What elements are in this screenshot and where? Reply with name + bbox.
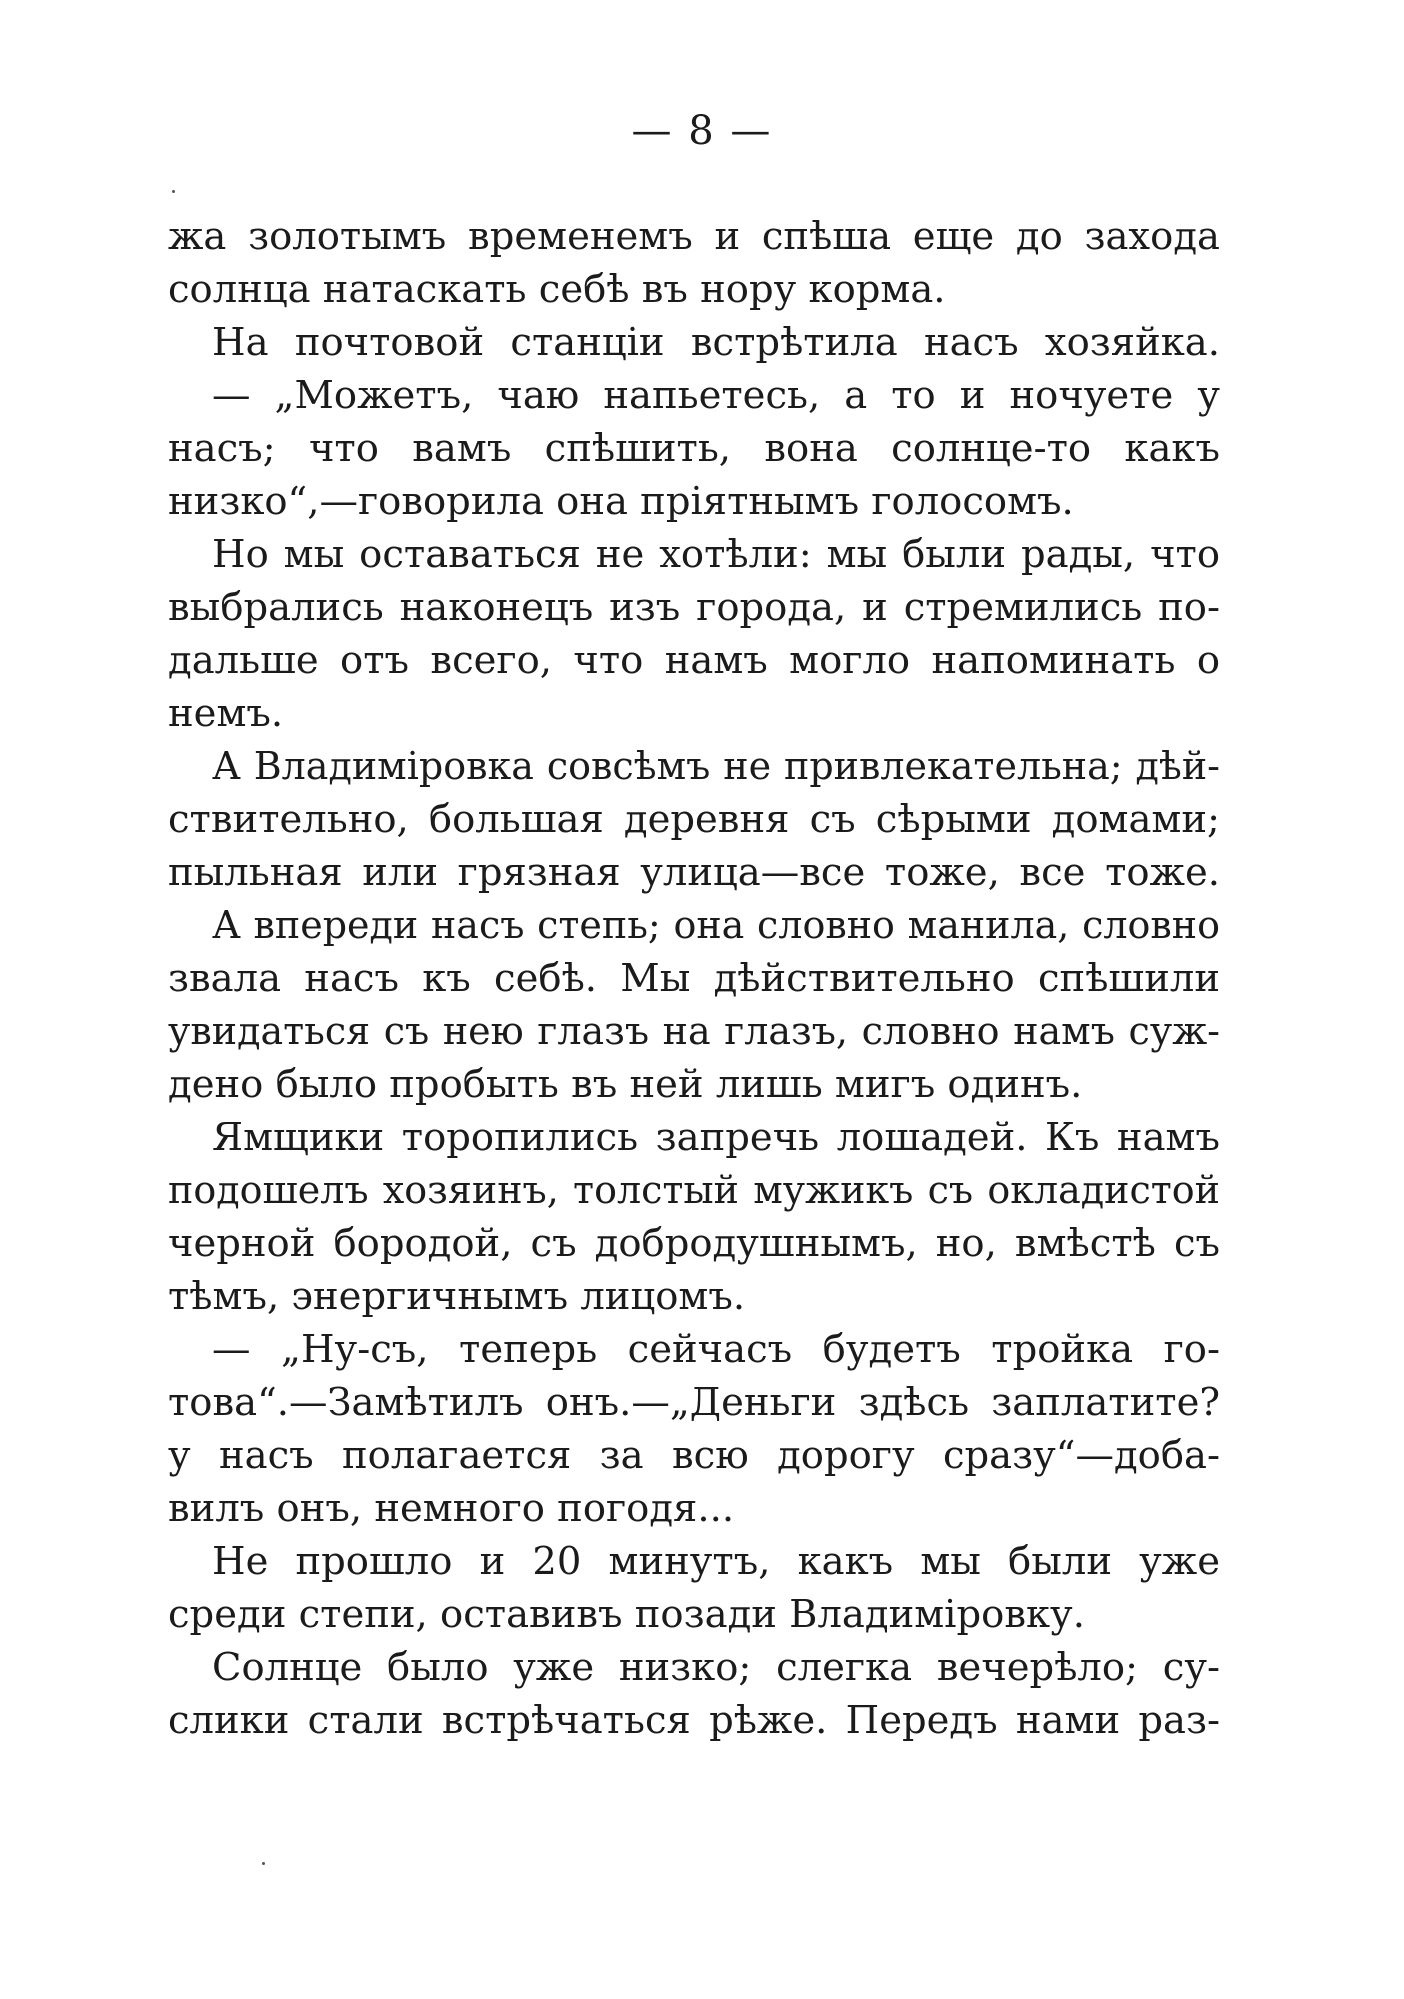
text-line: Ямщики торопились запречь лошадей. Къ намъ — [212, 1115, 1220, 1160]
page-number: — 8 — — [631, 108, 773, 154]
text-line: това“.—Замѣтилъ онъ.—„Деньги здѣсь заплатите? — [168, 1380, 1220, 1425]
text-line: Но мы оставаться не хотѣли: мы были рады, что — [212, 532, 1220, 577]
text-line: у насъ полагается за всю дорогу сразу“—доба- — [168, 1433, 1220, 1478]
text-line: А впереди насъ степь; она словно манила, словно — [212, 903, 1220, 947]
text-line: Не прошло и 20 минутъ, какъ мы были уже — [212, 1539, 1220, 1584]
text-line: — „Ну-съ, теперь сейчасъ будетъ тройка го- — [212, 1327, 1220, 1372]
paper-speck — [262, 1862, 265, 1865]
text-line: тѣмъ, энергичнымъ лицомъ. — [168, 1274, 746, 1319]
text-line: дено было пробыть въ ней лишь мигъ одинъ. — [168, 1062, 1083, 1107]
text-line: вилъ онъ, немного погодя... — [168, 1486, 735, 1531]
text-line: подошелъ хозяинъ, толстый мужикъ съ окладистой — [168, 1168, 1220, 1212]
text-line: — „Можетъ, чаю напьетесь, а то и ночуете у — [212, 373, 1220, 418]
text-line: солнца натаскать себѣ въ нору корма. — [168, 267, 946, 312]
text-line: пыльная или грязная улица—все тоже, все тоже. — [168, 850, 1220, 895]
text-line: На почтовой станціи встрѣтила насъ хозяйка. — [212, 320, 1220, 365]
text-line: звала насъ къ себѣ. Мы дѣйствительно спѣшили — [168, 956, 1220, 1001]
text-line: ствительно, большая деревня съ сѣрыми домами; — [168, 797, 1220, 842]
text-line: увидаться съ нею глазъ на глазъ, словно намъ суж- — [168, 1009, 1220, 1053]
text-line: жа золотымъ временемъ и спѣша еще до захода — [168, 214, 1220, 259]
text-line: насъ; что вамъ спѣшить, вона солнце-то какъ — [168, 426, 1220, 471]
text-line: выбрались наконецъ изъ города, и стремились по- — [168, 585, 1220, 630]
text-line: немъ. — [168, 691, 284, 736]
paper-speck — [172, 190, 175, 193]
text-line: А Владиміровка совсѣмъ не привлекательна; дѣй- — [212, 744, 1220, 788]
text-line: среди степи, оставивъ позади Владиміровку. — [168, 1592, 1085, 1637]
text-line: низко“,—говорила она пріятнымъ голосомъ. — [168, 479, 1074, 524]
text-line: Солнце было уже низко; слегка вечерѣло; су- — [212, 1645, 1220, 1690]
text-line: черной бородой, съ добродушнымъ, но, вмѣстѣ съ — [168, 1221, 1220, 1266]
page-body-text — [168, 210, 1220, 1747]
text-line: слики стали встрѣчаться рѣже. Передъ нами раз- — [168, 1698, 1220, 1743]
text-line: дальше отъ всего, что намъ могло напоминать о — [168, 638, 1220, 683]
